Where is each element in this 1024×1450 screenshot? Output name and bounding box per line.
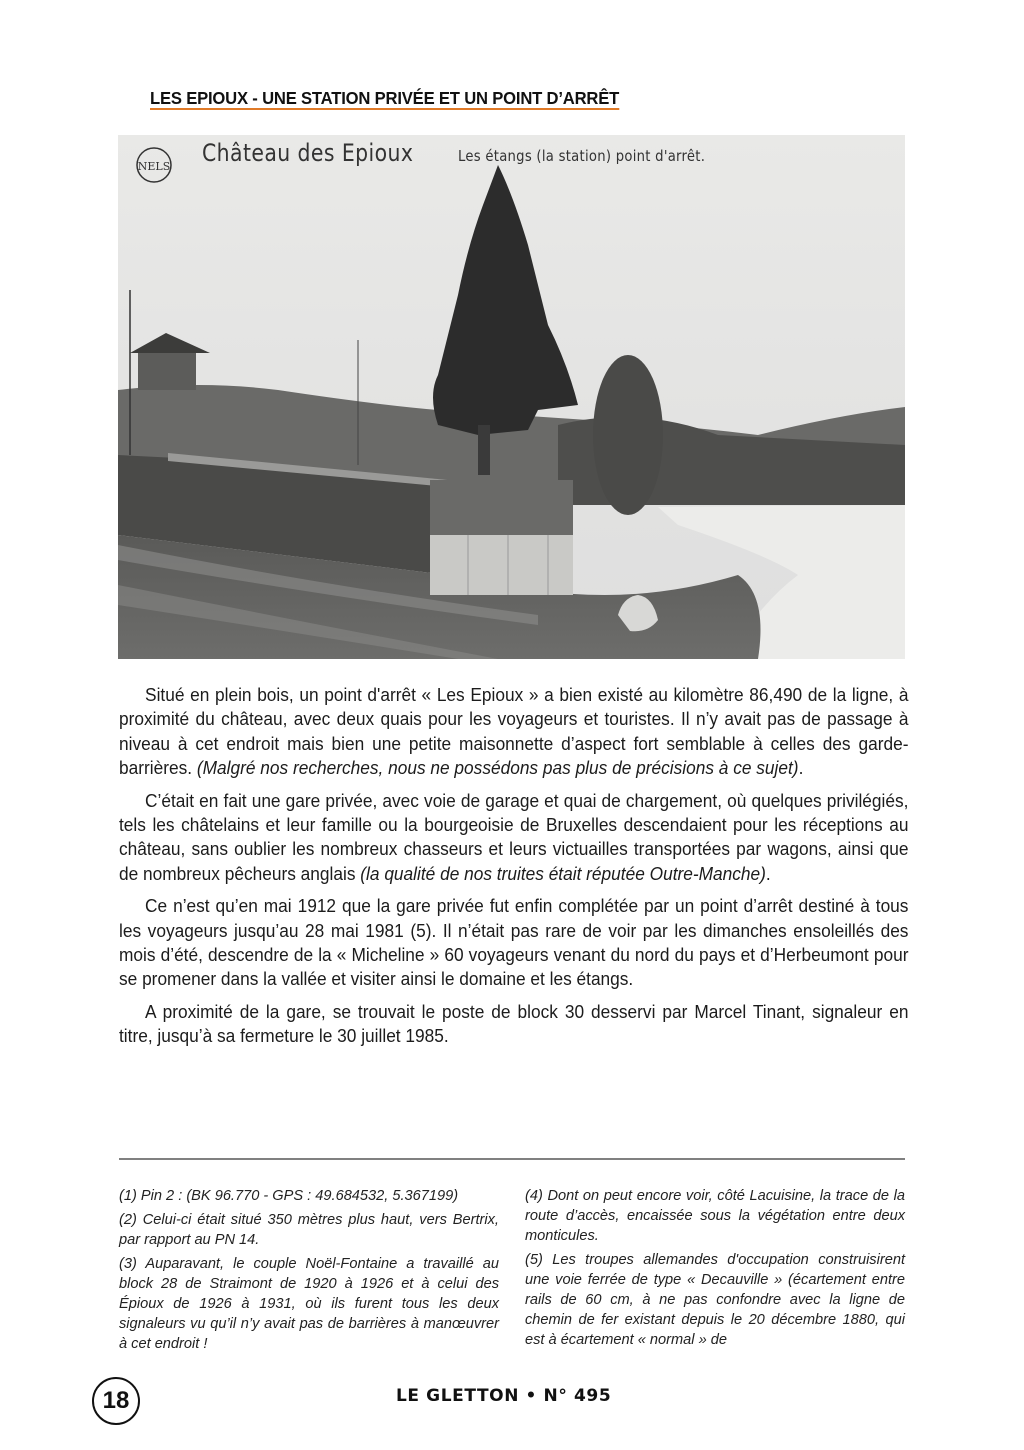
paragraph: Ce n’est qu’en mai 1912 que la gare privée fut enfin complétée par un point d’arrêt destiné à tous les voyageurs jusqu’au 28 mai 1981 (5). Il n’était pas rare de voir par les dimanches ensoleillés des mois d’été, descendre de la « Micheline » 60 voyageurs venant du nord du pays et d’Herbeumont pour se promener dans la vallée et visiter ainsi le domaine et les étangs. bbox=[119, 895, 909, 990]
postcard-caption-title: Château des Epioux bbox=[202, 139, 414, 167]
footnote: (4) Dont on peut encore voir, côté Lacuisine, la trace de la route d’accès, encaissée sous la végétation entre deux monticules. bbox=[525, 1188, 905, 1244]
paragraph: A proximité de la gare, se trouvait le poste de block 30 desservi par Marcel Tinant, signaleur en titre, jusqu’à sa fermeture le 30 juillet 1985. bbox=[119, 1000, 909, 1047]
article-title: LES EPIOUX - UNE STATION PRIVÉE ET UN POINT D’ARRÊT bbox=[150, 88, 620, 108]
footnotes-left-column bbox=[119, 1186, 499, 1358]
postcard-photo bbox=[118, 135, 905, 659]
publication-title: LE GLETTON • N° 495 bbox=[396, 1386, 612, 1406]
paragraph: C’était en fait une gare privée, avec voie de garage et quai de chargement, où quelques privilégiés, tels les châtelains et leur famille ou la bourgeoisie de Bruxelles descendaient pour les réceptions au château, sans oublier les nombreux chasseurs et leurs victuailles transportées par wagons, ainsi que de nombreux pêcheurs anglais (la qualité de nos truites était réputée Outre-Manche). bbox=[119, 789, 909, 884]
deciduous-tree bbox=[593, 355, 663, 515]
footnotes-right-column bbox=[525, 1186, 905, 1354]
small-house bbox=[138, 350, 196, 390]
publisher-logo-icon bbox=[134, 145, 174, 185]
article-body bbox=[119, 683, 909, 1057]
footnote: (2) Celui-ci était situé 350 mètres plus haut, vers Bertrix, par rapport au PN 14. bbox=[119, 1212, 499, 1248]
paragraph: Situé en plein bois, un point d'arrêt « Les Epioux » a bien existé au kilomètre 86,490 de la ligne, à proximité du château, avec deux quais pour les voyageurs et touristes. Il n’y avait pas de passage à niveau à cet endroit mais bien une petite maisonnette d’aspect fort semblable à celles des garde-barrières. (Malgré nos recherches, nous ne possédons pas plus de précisions à ce sujet). bbox=[119, 684, 909, 779]
footnote: (3) Auparavant, le couple Noël-Fontaine a travaillé au block 28 de Straimont de 1920 à 1926 et à celui des Épioux de 1926 à 1931, où ils furent tous les deux signaleurs vu qu’il n’y avait pas de barrières à manœuvrer à cet endroit ! bbox=[119, 1256, 499, 1352]
footnote-divider bbox=[119, 1158, 905, 1160]
footnote: (5) Les troupes allemandes d'occupation construisirent une voie ferrée de type « Decauville » (écartement entre rails de 60 cm, à ne pas confondre avec la ligne de chemin de fer existant depuis le 20 décembre 1880, qui est à écartement « normal » de bbox=[525, 1252, 905, 1348]
footnote: (1) Pin 2 : (BK 96.770 - GPS : 49.684532, 5.367199) bbox=[119, 1188, 459, 1204]
tree-trunk bbox=[478, 425, 490, 475]
postcard-caption-subtitle: Les étangs (la station) point d'arrêt. bbox=[458, 147, 706, 165]
page-number: 18 bbox=[92, 1377, 140, 1425]
shed-roof bbox=[430, 480, 573, 535]
postcard-image bbox=[118, 135, 905, 659]
svg-text:NELS: NELS bbox=[137, 160, 171, 173]
